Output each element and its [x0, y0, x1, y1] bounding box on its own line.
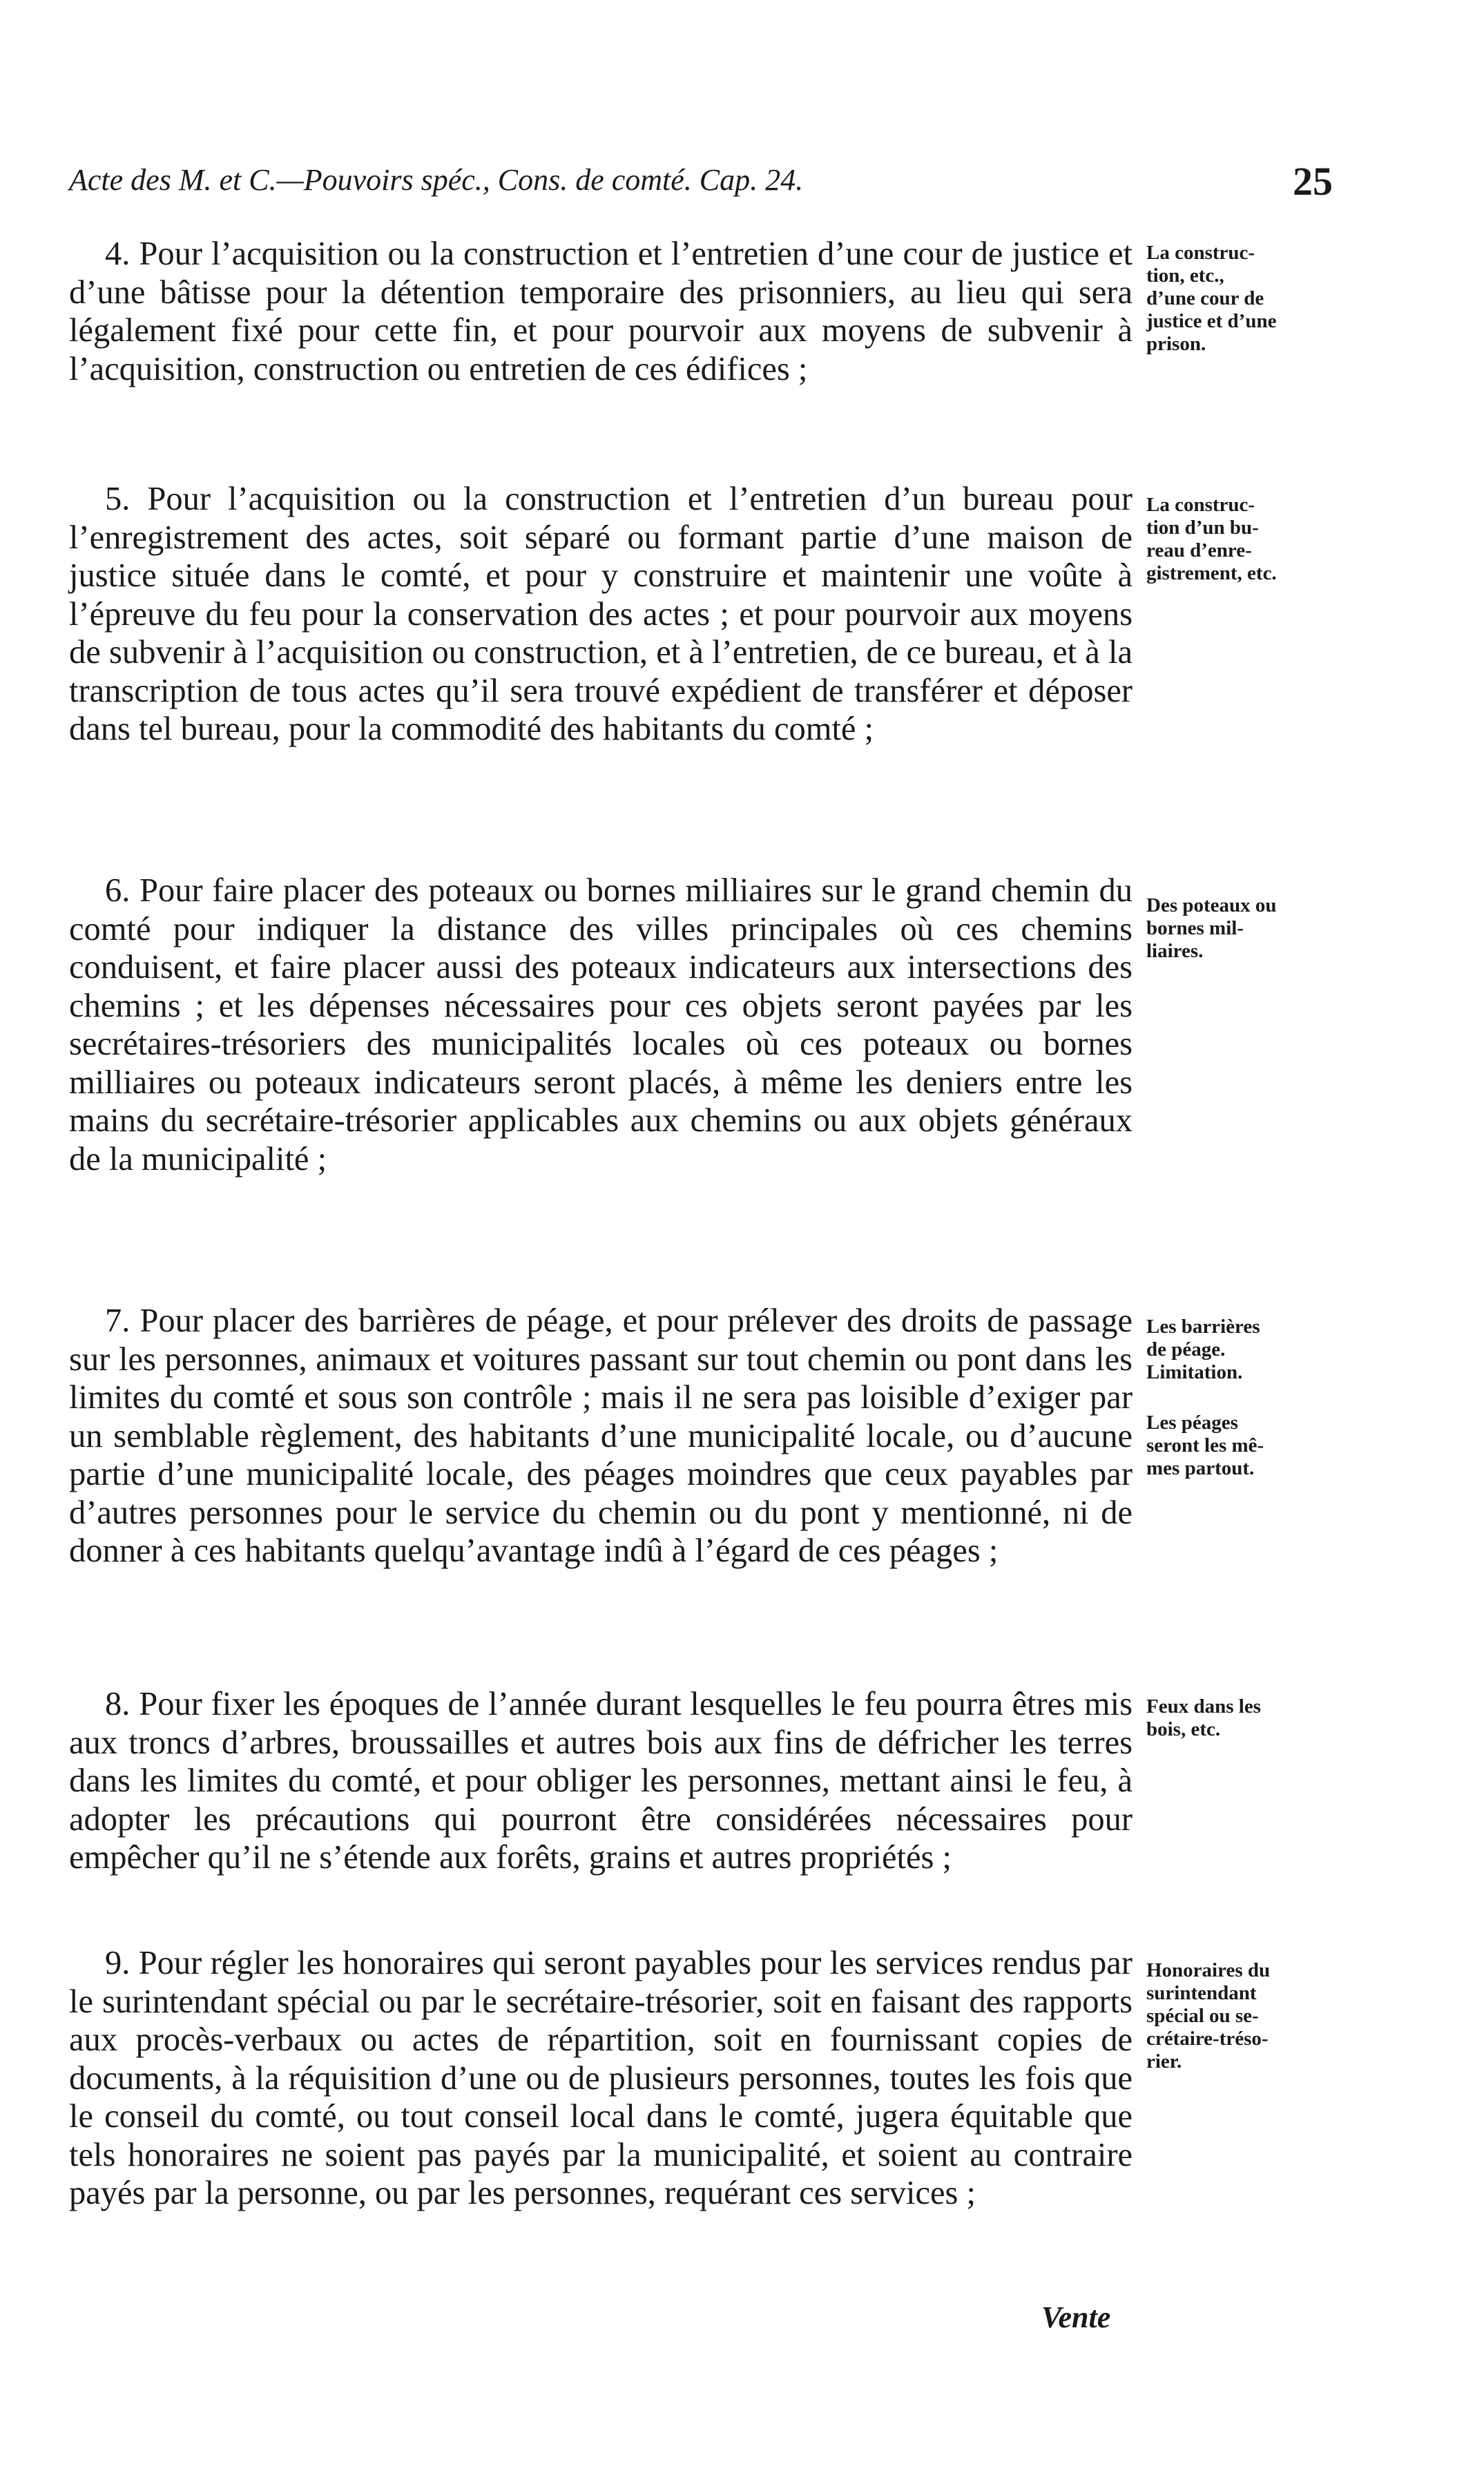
note-line: gistrement, etc.: [1146, 562, 1277, 584]
margin-note-7: [1146, 1316, 1336, 1480]
note-line: Limitation.: [1146, 1361, 1243, 1383]
note-line: Honoraires du: [1146, 1959, 1271, 1981]
note-line: justice et d’une: [1146, 310, 1277, 332]
margin-note-5: [1146, 494, 1336, 585]
note-line: crétaire-tréso-: [1146, 2028, 1269, 2050]
paragraph-number: 7.: [105, 1302, 131, 1339]
note-line: spécial ou se-: [1146, 2005, 1259, 2027]
note-line: Les péages: [1146, 1412, 1238, 1434]
note-line: tion d’un bu-: [1146, 517, 1259, 539]
note-line: prison.: [1146, 333, 1206, 355]
margin-note-4: [1146, 242, 1336, 356]
paragraph-text: Pour régler les honoraires qui seront payables pour les services rendus par le surintendant spécial ou par le secrétaire-trésorier, soit en faisant des rapports aux procès-verbaux ou actes de répartition, soit en fournissant copies de documents, à la réquisition d’une ou de plusieurs personnes, toutes les fois que le conseil du comté, ou tout conseil local dans le comté, jugera équitable que tels honoraires ne soient pas payés par la municipalité, et soient au contraire payés par la personne, ou par les personnes, requérant ces services ;: [69, 1945, 1133, 2211]
note-line: Feux dans les: [1146, 1695, 1261, 1718]
paragraph-text: Pour faire placer des poteaux ou bornes milliaires sur le grand chemin du comté pour indiquer la distance des villes principales où ces chemins conduisent, et faire placer aussi des poteaux indicateurs aux intersections des chemins ; et les dépenses nécessaires pour ces objets seront payées par les secrétaires-trésoriers des municipalités locales où ces poteaux ou bornes milliaires ou poteaux indicateurs seront placés, à même les deniers entre les mains du secrétaire-trésorier applicables aux chemins ou aux objets généraux de la municipalité ;: [69, 872, 1133, 1177]
margin-note-8: [1146, 1695, 1336, 1741]
paragraph-number: 5.: [105, 481, 131, 517]
paragraph-text: Pour placer des barrières de péage, et pour prélever des droits de passage sur les personnes, animaux et voitures passant sur tout chemin ou pont dans les limites du comté et sous son contrôle ; mais il ne sera pas loisible d’exiger par un semblable règlement, des habitants d’une municipalité locale, ou d’aucune partie d’une municipalité locale, des péages moindres que ceux payables par d’autres personnes pour le service du chemin ou du pont y mentionné, ni de donner à ces habitants quelqu’avantage indû à l’égard de ces péages ;: [69, 1302, 1133, 1569]
paragraph-text: Pour fixer les époques de l’année durant lesquelles le feu pourra êtres mis aux troncs d’arbres, broussailles et autres bois aux fins de défricher les terres dans les limites du comté, et pour obliger les personnes, mettant ainsi le feu, à adopter les précautions qui pourront être considérées nécessaires pour empêcher qu’il ne s’étende aux forêts, grains et autres propriétés ;: [69, 1686, 1133, 1876]
note-line: surintendant: [1146, 1982, 1257, 2004]
running-header: [69, 159, 1333, 218]
note-line: La construc-: [1146, 242, 1255, 264]
note-line: tion, etc.,: [1146, 265, 1224, 287]
note-line: liaires.: [1146, 940, 1204, 962]
note-line: de péage.: [1146, 1338, 1226, 1361]
note-line: reau d’enre-: [1146, 539, 1252, 561]
note-line: mes partout.: [1146, 1457, 1255, 1479]
note-line: rier.: [1146, 2050, 1182, 2073]
paragraph-number: 6.: [105, 872, 131, 909]
note-line: bornes mil-: [1146, 917, 1244, 939]
paragraph-4: [69, 235, 1133, 388]
margin-note-6: [1146, 894, 1336, 963]
header-title: Acte des M. et C.—Pouvoirs spéc., Cons. de comté. Cap. 24.: [69, 163, 804, 197]
catchword: Vente: [1041, 2300, 1111, 2334]
paragraph-number: 9.: [105, 1945, 131, 1981]
paragraph-6: [69, 872, 1133, 1178]
paragraph-number: 4.: [105, 235, 131, 272]
note-line: d’une cour de: [1146, 287, 1264, 309]
note-line: La construc-: [1146, 494, 1255, 516]
note-line: seront les mê-: [1146, 1434, 1264, 1456]
note-line: bois, etc.: [1146, 1718, 1221, 1740]
page-number: 25: [1293, 159, 1333, 204]
paragraph-text: Pour l’acquisition ou la construction et l’entretien d’un bureau pour l’enregistrement des actes, soit séparé ou formant partie d’une maison de justice située dans le comté, et pour y construire et maintenir une voûte à l’épreuve du feu pour la conservation des actes ; et pour pourvoir aux moyens de subvenir à l’acquisition ou construction, et à l’entretien, de ce bureau, et à la transcription de tous actes qu’il sera trouvé expédient de transférer et déposer dans tel bureau, pour la commodité des habitants du comté ;: [69, 481, 1133, 747]
paragraph-8: [69, 1685, 1133, 1877]
paragraph-text: Pour l’acquisition ou la construction et l’entretien d’une cour de justice et d’une bâtisse pour la détention temporaire des prisonniers, au lieu qui sera légalement fixé pour cette fin, et pour pourvoir aux moyens de subvenir à l’acquisition, construction ou entretien de ces édifices ;: [69, 235, 1133, 387]
paragraph-number: 8.: [105, 1686, 131, 1722]
paragraph-7: [69, 1302, 1133, 1570]
note-line: Les barrières: [1146, 1316, 1260, 1338]
margin-note-9: [1146, 1959, 1336, 2073]
paragraph-9: [69, 1944, 1133, 2213]
note-line: Des poteaux ou: [1146, 894, 1277, 916]
paragraph-5: [69, 480, 1133, 749]
